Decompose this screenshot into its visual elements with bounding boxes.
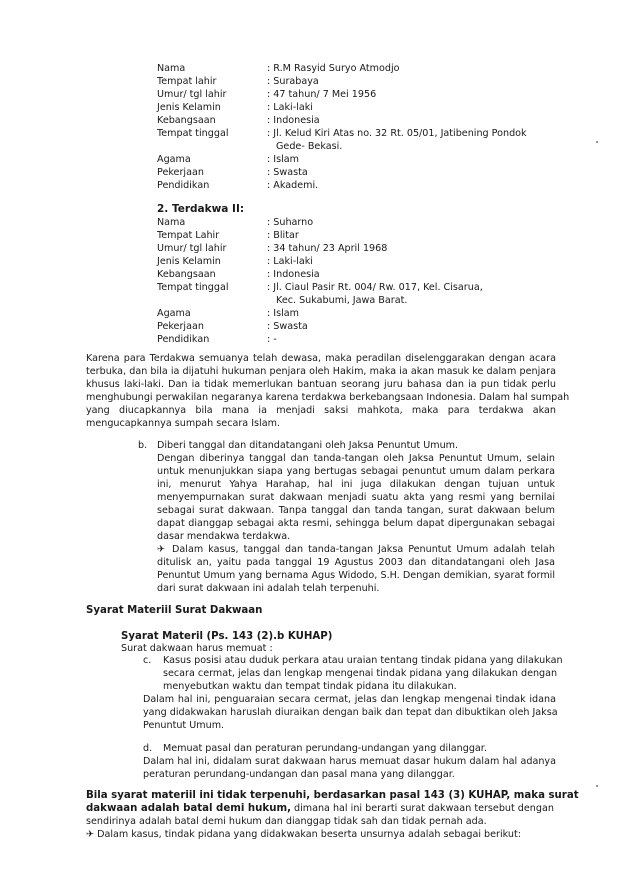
text-line: secara cermat, jelas dan lengkap mengenai tindak pidana yang dilakukan dengan [163,668,558,679]
field-label: Tempat tinggal [157,282,229,293]
field-value: : Blitar [267,230,299,241]
kv-row [0,308,638,320]
field-label: Pendidikan [157,334,210,345]
text-line: ditulisk an, yaitu pada tanggal 19 Agustus 2003 dan ditandatangani oleh Jasa [157,557,555,568]
kv-row [0,269,638,281]
field-value: : Swasta [267,321,308,332]
item-title: Memuat pasal dan peraturan perundang-undangan yang dilanggar. [163,743,487,754]
field-label: Agama [157,154,191,165]
field-label: Tempat lahir [157,76,217,87]
text-line: sebagai surat dakwaan. Tanpa tanggal dan tanda tangan, surat dakwaan belum [157,505,555,516]
field-value: Kec. Sukabumi, Jawa Barat. [276,295,408,306]
text-line: dasar mendakwa terdakwa. [157,531,291,542]
kv-row [0,76,638,88]
text-line: mengucapkannya sumpah secara Islam. [86,418,280,429]
kv-row [0,230,638,242]
list-marker: d. [143,743,153,754]
field-value: : Jl. Kelud Kiri Atas no. 32 Rt. 05/01, Jatibening Pondok [267,128,527,139]
kv-row [0,115,638,127]
field-label: Agama [157,308,191,319]
field-label: Nama [157,217,186,228]
field-label: Tempat Lahir [157,230,220,241]
kv-row [0,217,638,229]
field-value: : 34 tahun/ 23 April 1968 [267,243,388,254]
kv-row [0,141,638,153]
text-line: peraturan perundang-undangan dan pasal mana yang dilanggar. [143,769,455,780]
field-value: : Laki-laki [267,256,313,267]
text-line: dapat dianggap sebagai akta resmi, sehingga belum dapat dipergunakan sebagai [157,518,555,529]
list-marker: b. [138,440,148,451]
field-value: : - [267,334,277,345]
text-line: ini, menurut Yahya Harahap, hal ini juga dilakukan dengan tujuan untuk [157,479,555,490]
field-value: : Jl. Ciaul Pasir Rt. 004/ Rw. 017, Kel. Cisarua, [267,282,483,293]
text-line: Bila syarat materiil ini tidak terpenuhi, berdasarkan pasal 143 (3) KUHAP, maka surat [86,790,579,801]
text-line: ✈ Dalam kasus, tindak pidana yang didakwakan beserta unsurnya adalah sebagai berikut: [86,829,521,840]
field-value: Gede- Bekasi. [276,141,343,152]
intro-text: Surat dakwaan harus memuat : [121,643,273,654]
field-label: Tempat tinggal [157,128,229,139]
text-line: Penuntut Umum yang bernama Agus Widodo, S.H. Dengan demikian, syarat formil [157,570,555,581]
text-line: menyempurnakan surat dakwaan menjadi suatu akta yang resmi yang bernilai [157,492,555,503]
kv-row [0,180,638,192]
text-line: ✈ Dalam kasus, tanggal dan tanda-tangan Jaksa Penuntut Umum adalah telah [157,544,555,555]
kv-row [0,102,638,114]
field-value: : R.M Rasyid Suryo Atmodjo [267,63,400,74]
text-line: yang diucapkannya bila mana ia menjadi saksi mahkota, maka para terdakwa akan [86,405,556,416]
kv-row [0,334,638,346]
field-value: : Islam [267,154,299,165]
text-line: dari surat dakwaan ini adalah telah terpenuhi. [157,583,380,594]
kv-row [0,282,638,294]
field-label: Umur/ tgl lahir [157,89,227,100]
field-value: : Indonesia [267,115,320,126]
field-value: : Swasta [267,167,308,178]
field-label: Umur/ tgl lahir [157,243,227,254]
scan-speck [596,141,598,143]
field-value: : 47 tahun/ 7 Mei 1956 [267,89,377,100]
field-value: : Akademi. [267,180,319,191]
kv-row [0,167,638,179]
kv-row [0,256,638,268]
text-line: Dalam hal ini, didalam surat dakwaan harus memuat dasar hukum dalam hal adanya [143,756,556,767]
field-label: Jenis Kelamin [157,102,221,113]
defendant-2-heading: 2. Terdakwa II: [157,203,245,215]
text-line: Penuntut Umum. [143,720,225,731]
field-label: Jenis Kelamin [157,256,221,267]
text-line: khusus laki-laki. Dan ia tidak memerlukan bantuan seorang juru bahasa dan ia pun tidak perlu [86,379,556,390]
text-line: Karena para Terdakwa semuanya telah dewasa, maka peradilan diselenggarakan dengan acara [86,353,556,364]
bold-phrase: dakwaan adalah batal demi hukum, [86,803,291,814]
text-line: Dengan diberinya tanggal dan tanda-tangan oleh Jaksa Penuntut Umum, selain [157,453,555,464]
text-line: Kasus posisi atau duduk perkara atau uraian tentang tindak pidana yang dilakukan [163,655,563,666]
text-span: dimana hal ini berarti surat dakwaan tersebut dengan [290,803,554,814]
kv-row [0,89,638,101]
kv-row [0,321,638,333]
text-line: Dalam hal ini, penguaraian secara cermat, jelas dan lengkap mengenai tindak idana [143,694,556,705]
kv-row [0,128,638,140]
text-line [86,803,554,815]
field-label: Kebangsaan [157,269,216,280]
kv-row [0,243,638,255]
field-label: Nama [157,63,186,74]
field-value: : Islam [267,308,299,319]
text-line: yang didakwakan haruslah diuraikan dengan baik dan tepat dan dibuktikan oleh Jaksa [143,707,558,718]
field-label: Pekerjaan [157,167,204,178]
field-value: : Indonesia [267,269,320,280]
text-line: menyebutkan waktu dan tempat tindak pidana itu dilakukan. [163,681,457,692]
field-value: : Suharno [267,217,314,228]
sub-heading: Syarat Materil (Ps. 143 (2).b KUHAP) [121,631,333,642]
field-label: Kebangsaan [157,115,216,126]
list-marker: c. [143,655,152,666]
item-title: Diberi tanggal dan ditandatangani oleh Jaksa Penuntut Umum. [157,440,459,451]
text-line: untuk menunjukkan siapa yang bertugas sebagai penuntut umum dalam perkara [157,466,555,477]
text-line: menghubungi perwakilan negaranya karena terdakwa berkebangsaan Indonesia. Dalam hal sumpah [86,392,570,403]
text-line: terbuka, dan bila ia dijatuhi hukuman penjara oleh Hakim, maka ia akan masuk ke dalam penjara [86,366,556,377]
field-label: Pendidikan [157,180,210,191]
section-heading: Syarat Materiil Surat Dakwaan [86,605,263,616]
text-line: sendirinya adalah batal demi hukum dan dianggap tidak sah dan tidak pernah ada. [86,816,487,827]
field-value: : Laki-laki [267,102,313,113]
scan-speck [596,785,598,787]
kv-row [0,63,638,75]
field-value: : Surabaya [267,76,319,87]
kv-row [0,295,638,307]
field-label: Pekerjaan [157,321,204,332]
kv-row [0,154,638,166]
